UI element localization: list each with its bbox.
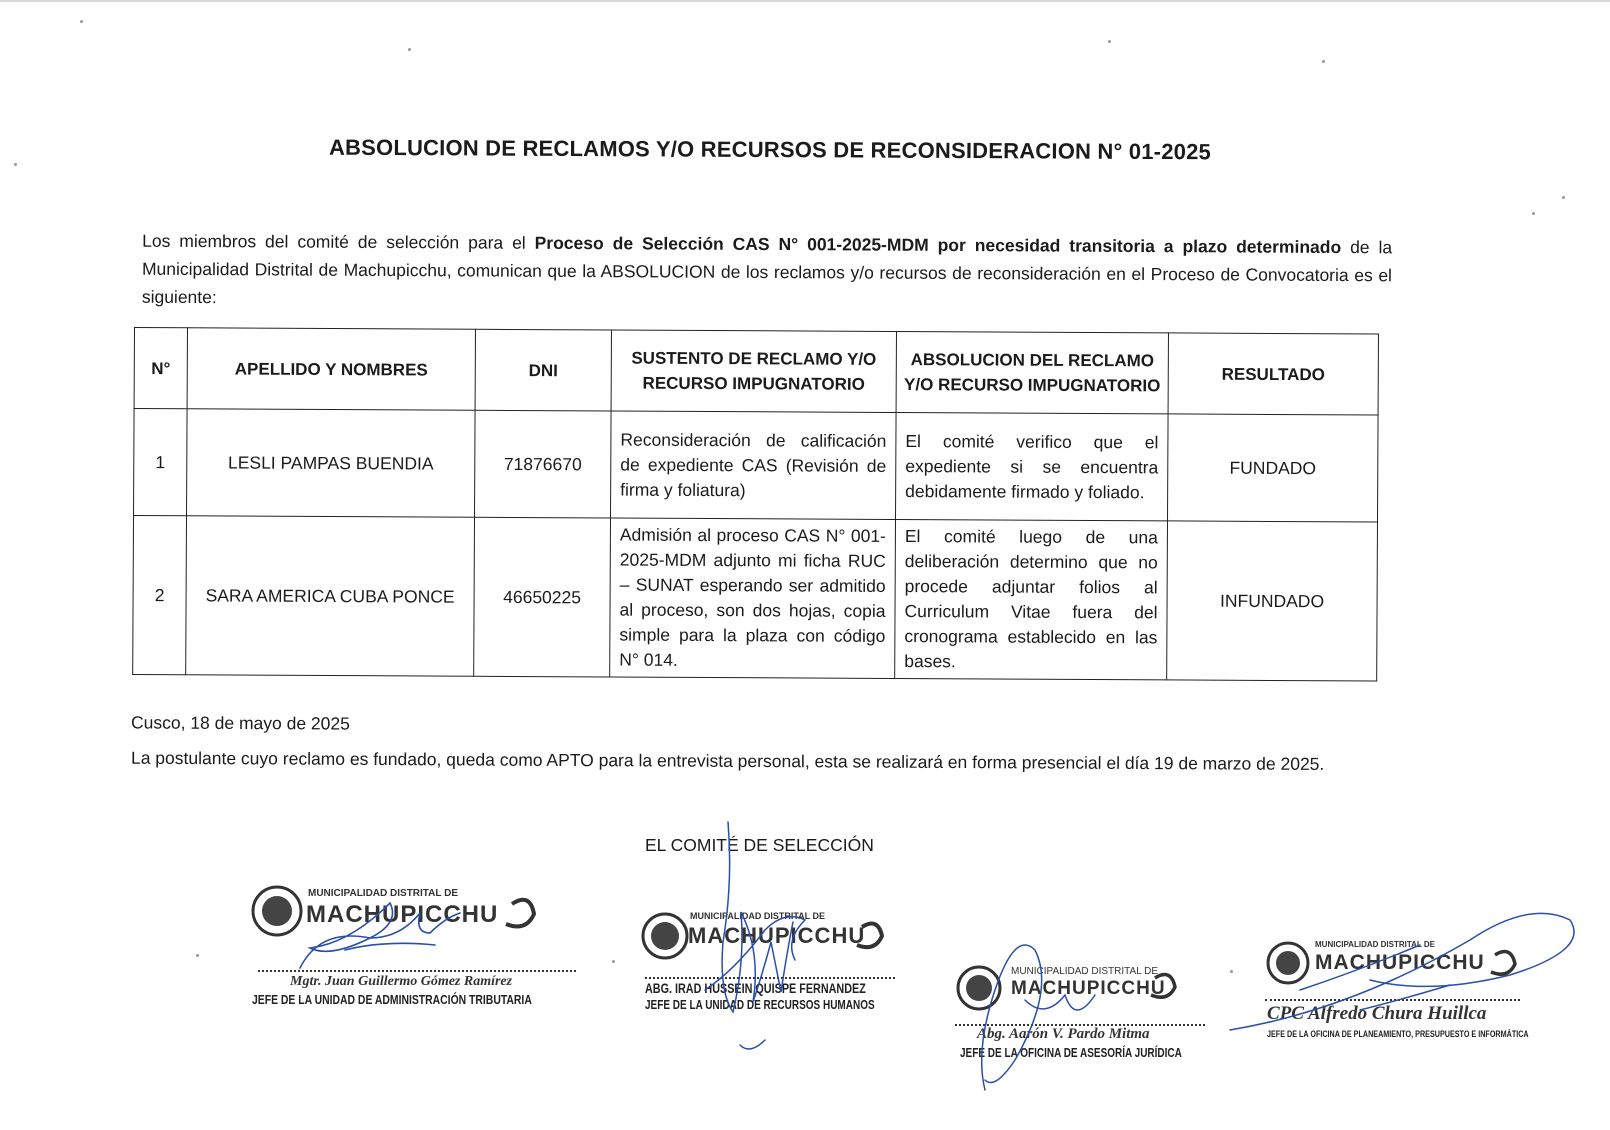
table-row	[134, 409, 1379, 523]
header-absolucion: ABSOLUCION DEL RECLAMO Y/O RECURSO IMPUGNATORIO	[896, 331, 1168, 413]
signatory-name: Abg. Aarón V. Pardo Mitma	[977, 1026, 1150, 1042]
header-resultado: RESULTADO	[1168, 333, 1378, 415]
scan-speck	[1322, 60, 1325, 63]
stamp-org-text: MUNICIPALIDAD DISTRITAL DE	[1011, 966, 1159, 977]
stamp-org-text: MUNICIPALIDAD DISTRITAL DE	[690, 911, 825, 921]
stamp-city-text: MACHUPICCHU	[688, 923, 866, 948]
signatory-role: JEFE DE LA UNIDAD DE ADMINISTRACIÓN TRIBUTARIA	[252, 992, 532, 1007]
signature-block-3	[955, 960, 1225, 1060]
header-names: APELLIDO Y NOMBRES	[187, 328, 475, 411]
signatory-name: Mgtr. Juan Guillermo Gómez Ramírez	[290, 974, 513, 989]
cell-name: LESLI PAMPAS BUENDIA	[187, 409, 476, 518]
table-header-row	[134, 328, 1378, 416]
signatory-role: JEFE DE LA UNIDAD DE RECURSOS HUMANOS	[645, 998, 875, 1012]
header-dni: DNI	[475, 329, 611, 411]
signature-block-4	[1265, 935, 1565, 1045]
stamp-city-text: MACHUPICCHU	[306, 901, 499, 928]
signatory-role: JEFE DE LA OFICINA DE PLANEAMIENTO, PRESUPUESTO E INFORMÁTICA	[1267, 1029, 1529, 1039]
stamp-org-text: MUNICIPALIDAD DISTRITAL DE	[308, 888, 458, 899]
cell-dni: 71876670	[475, 410, 612, 518]
scan-speck	[196, 954, 199, 957]
apto-note: La postulante cuyo reclamo es fundado, queda como APTO para la entrevista personal, esta se realizará en forma presencial el día 19 de marzo de 2025.	[130, 747, 1325, 774]
cell-num: 2	[133, 516, 187, 675]
document-title: ABSOLUCION DE RECLAMOS Y/O RECURSOS DE RECONSIDERACION N° 01-2025	[328, 134, 1212, 165]
cell-resultado: FUNDADO	[1167, 414, 1378, 522]
scan-speck	[80, 20, 83, 23]
signature-block-1	[250, 880, 590, 1010]
cell-num: 1	[134, 409, 188, 516]
cell-name: SARA AMERICA CUBA PONCE	[186, 516, 475, 677]
header-sustento: SUSTENTO DE RECLAMO Y/O RECURSO IMPUGNATORIO	[611, 330, 896, 412]
table-row	[133, 516, 1378, 682]
scan-speck	[408, 48, 411, 51]
municipal-stamp-logo	[1265, 935, 1535, 987]
header-num: N°	[134, 328, 187, 409]
cell-absolucion: El comité verifico que el expediente si se encuentra debidamente firmado y foliado.	[896, 412, 1169, 520]
cell-absolucion: El comité luego de una deliberación determino que no procede adjuntar folios al Curriculum Vitae fuera del cronograma establecido en las bases.	[895, 519, 1168, 679]
signature-line	[258, 970, 576, 972]
intro-text: Los miembros del comité de selección para el	[142, 230, 535, 253]
signatory-name: CPC Alfredo Chura Huillca	[1267, 1003, 1487, 1024]
scan-speck	[1108, 40, 1111, 43]
claims-table-wrapper	[132, 327, 1379, 682]
cell-dni: 46650225	[474, 517, 611, 677]
scan-edge	[0, 0, 1610, 2]
municipal-stamp-logo	[640, 905, 900, 965]
cell-sustento: Reconsideración de calificación de expediente CAS (Revisión de firma y foliatura)	[611, 411, 897, 519]
stamp-city-text: MACHUPICCHU	[1315, 951, 1485, 974]
signature-line	[645, 977, 895, 979]
intro-process-name: Proceso de Selección CAS N° 001-2025-MDM por necesidad transitoria a plazo determinado	[534, 232, 1342, 258]
committee-label: EL COMITÉ DE SELECCIÓN	[645, 835, 874, 855]
signature-block-2	[640, 905, 930, 1020]
municipal-stamp-logo	[250, 880, 550, 942]
stamp-city-text: MACHUPICCHU	[1011, 978, 1166, 999]
cell-resultado: INFUNDADO	[1167, 521, 1378, 681]
intro-text-end: de la Municipalidad Distrital de Machupicchu, comunican que la ABSOLUCION de los reclamos y/o recursos de reconsideración en el Proceso de Convocatoria es el siguiente:	[141, 237, 1393, 308]
scan-speck	[14, 163, 17, 166]
municipal-stamp-logo	[955, 960, 1195, 1016]
intro-paragraph	[142, 227, 1392, 318]
place-date: Cusco, 18 de mayo de 2025	[130, 712, 350, 734]
signatory-role: JEFE DE LA OFICINA DE ASESORÍA JURÍDICA	[960, 1046, 1182, 1060]
scan-speck	[1532, 212, 1535, 215]
stamp-org-text: MUNICIPALIDAD DISTRITAL DE	[1315, 940, 1435, 949]
scan-speck	[1562, 196, 1565, 199]
scan-speck	[612, 960, 615, 963]
signature-line	[1265, 999, 1520, 1001]
claims-table	[132, 327, 1379, 682]
cell-sustento: Admisión al proceso CAS N° 001-2025-MDM adjunto mi ficha RUC – SUNAT esperando ser admitido al proceso, son dos hojas, copia simple para la plaza con código N° 014.	[610, 518, 896, 678]
scan-speck	[1230, 970, 1233, 973]
signatory-name: ABG. IRAD HUSSEIN QUISPE FERNANDEZ	[645, 981, 866, 996]
